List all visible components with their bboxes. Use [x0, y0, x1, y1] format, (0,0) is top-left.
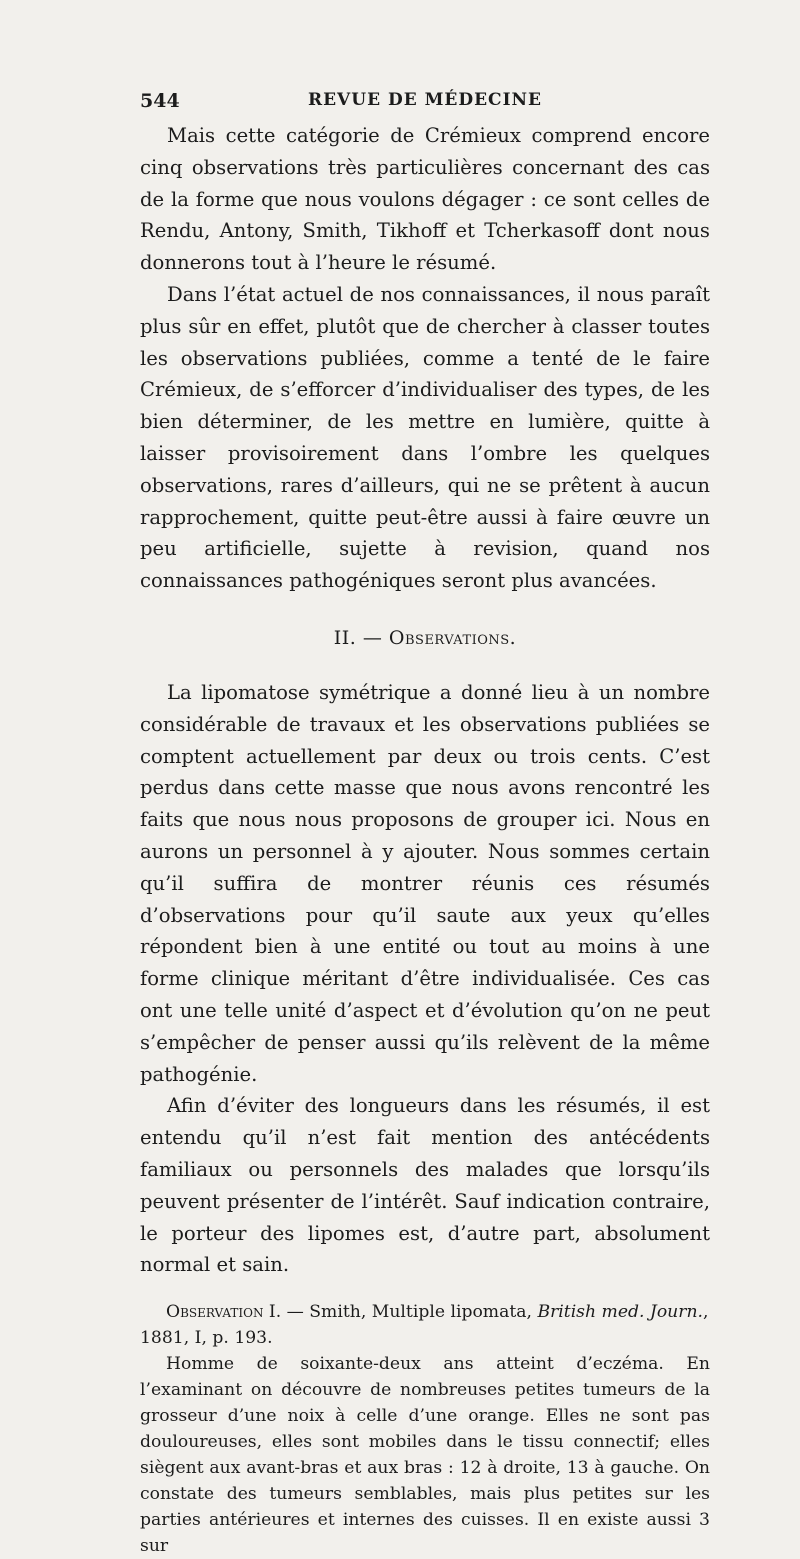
page-header — [140, 90, 710, 114]
paragraph-4: Afin d’éviter des longueurs dans les résumés, il est entendu qu’il n’est fait mention des antécédents familiaux ou personnels des malades que lorsqu’ils peuvent présenter de l’intérêt. Sauf indication contraire, le porteur des lipomes est, d’autre part, absolument normal et sain. — [140, 1094, 710, 1277]
observation-text: Homme de soixante-deux ans atteint d’eczéma. En l’examinant on découvre de nombreuses petites tumeurs de la grosseur d’une noix à celle d’une orange. Elles ne sont pas douloureuses, elles sont mobiles dans le tissu connectif; elles siègent aux avant-bras et aux bras : 12 à droite, 13 à gauche. On constate des tumeurs semblables, mais plus petites sur les parties antérieures et internes des cuisses. Il en existe aussi 3 sur — [140, 1354, 710, 1557]
running-title: REVUE DE MÉDECINE — [307, 90, 543, 110]
paragraph-3: La lipomatose symétrique a donné lieu à un nombre considérable de travaux et les observations publiées se comptent actuellement par deux ou trois cents. C’est perdus dans cette masse que nous avons rencontré les faits que nous nous proposons de grouper ici. Nous en aurons un personnel à y ajouter. Nous sommes certain qu’il suffira de montrer réunis ces résumés d’observations pour qu’il saute aux yeux qu’elles répondent bien à une entité ou tout au moins à une forme clinique méritant d’être individualisée. Ces cas ont une telle unité d’aspect et d’évolution qu’on ne peut s’empêcher de penser aussi qu’ils relèvent de la même pathogénie. — [140, 680, 710, 1086]
observation-block — [140, 1299, 710, 1559]
observation-journal: British med. Journ. — [537, 1302, 703, 1323]
observation-label: Observation I. — [166, 1302, 282, 1323]
section-heading — [140, 627, 710, 649]
observation-source-suffix: , 1881, I, p. 193. — [140, 1302, 709, 1349]
observation-heading — [140, 1299, 710, 1351]
paragraph-2: Dans l’état actuel de nos connaissances, il nous paraît plus sûr en effet, plutôt que de chercher à classer toutes les observations publiées, comme a tenté de le faire Crémieux, de s’efforcer d’individualiser des types, de les bien déterminer, de les mettre en lumière, quitte à laisser provisoirement dans l’ombre les quelques observations, rares d’ailleurs, qui ne se prêtent à aucun rapprochement, quitte peut-être aussi à faire œuvre un peu artificielle, sujette à revision, quand nos connaissances pathogéniques seront plus avancées. — [140, 282, 710, 593]
page-number: 544 — [140, 90, 180, 112]
body-text — [140, 120, 710, 1559]
section-title: Observations. — [388, 626, 517, 649]
section-number: II. — — [333, 626, 389, 649]
observation-source-prefix: — Smith, Multiple lipomata, — [281, 1302, 538, 1323]
paragraph-1: Mais cette catégorie de Crémieux comprend encore cinq observations très particulières concernant des cas de la forme que nous voulons dégager : ce sont celles de Rendu, Antony, Smith, Tikhoff et Tcherkasoff dont nous donnerons tout à l’heure le résumé. — [140, 124, 710, 275]
